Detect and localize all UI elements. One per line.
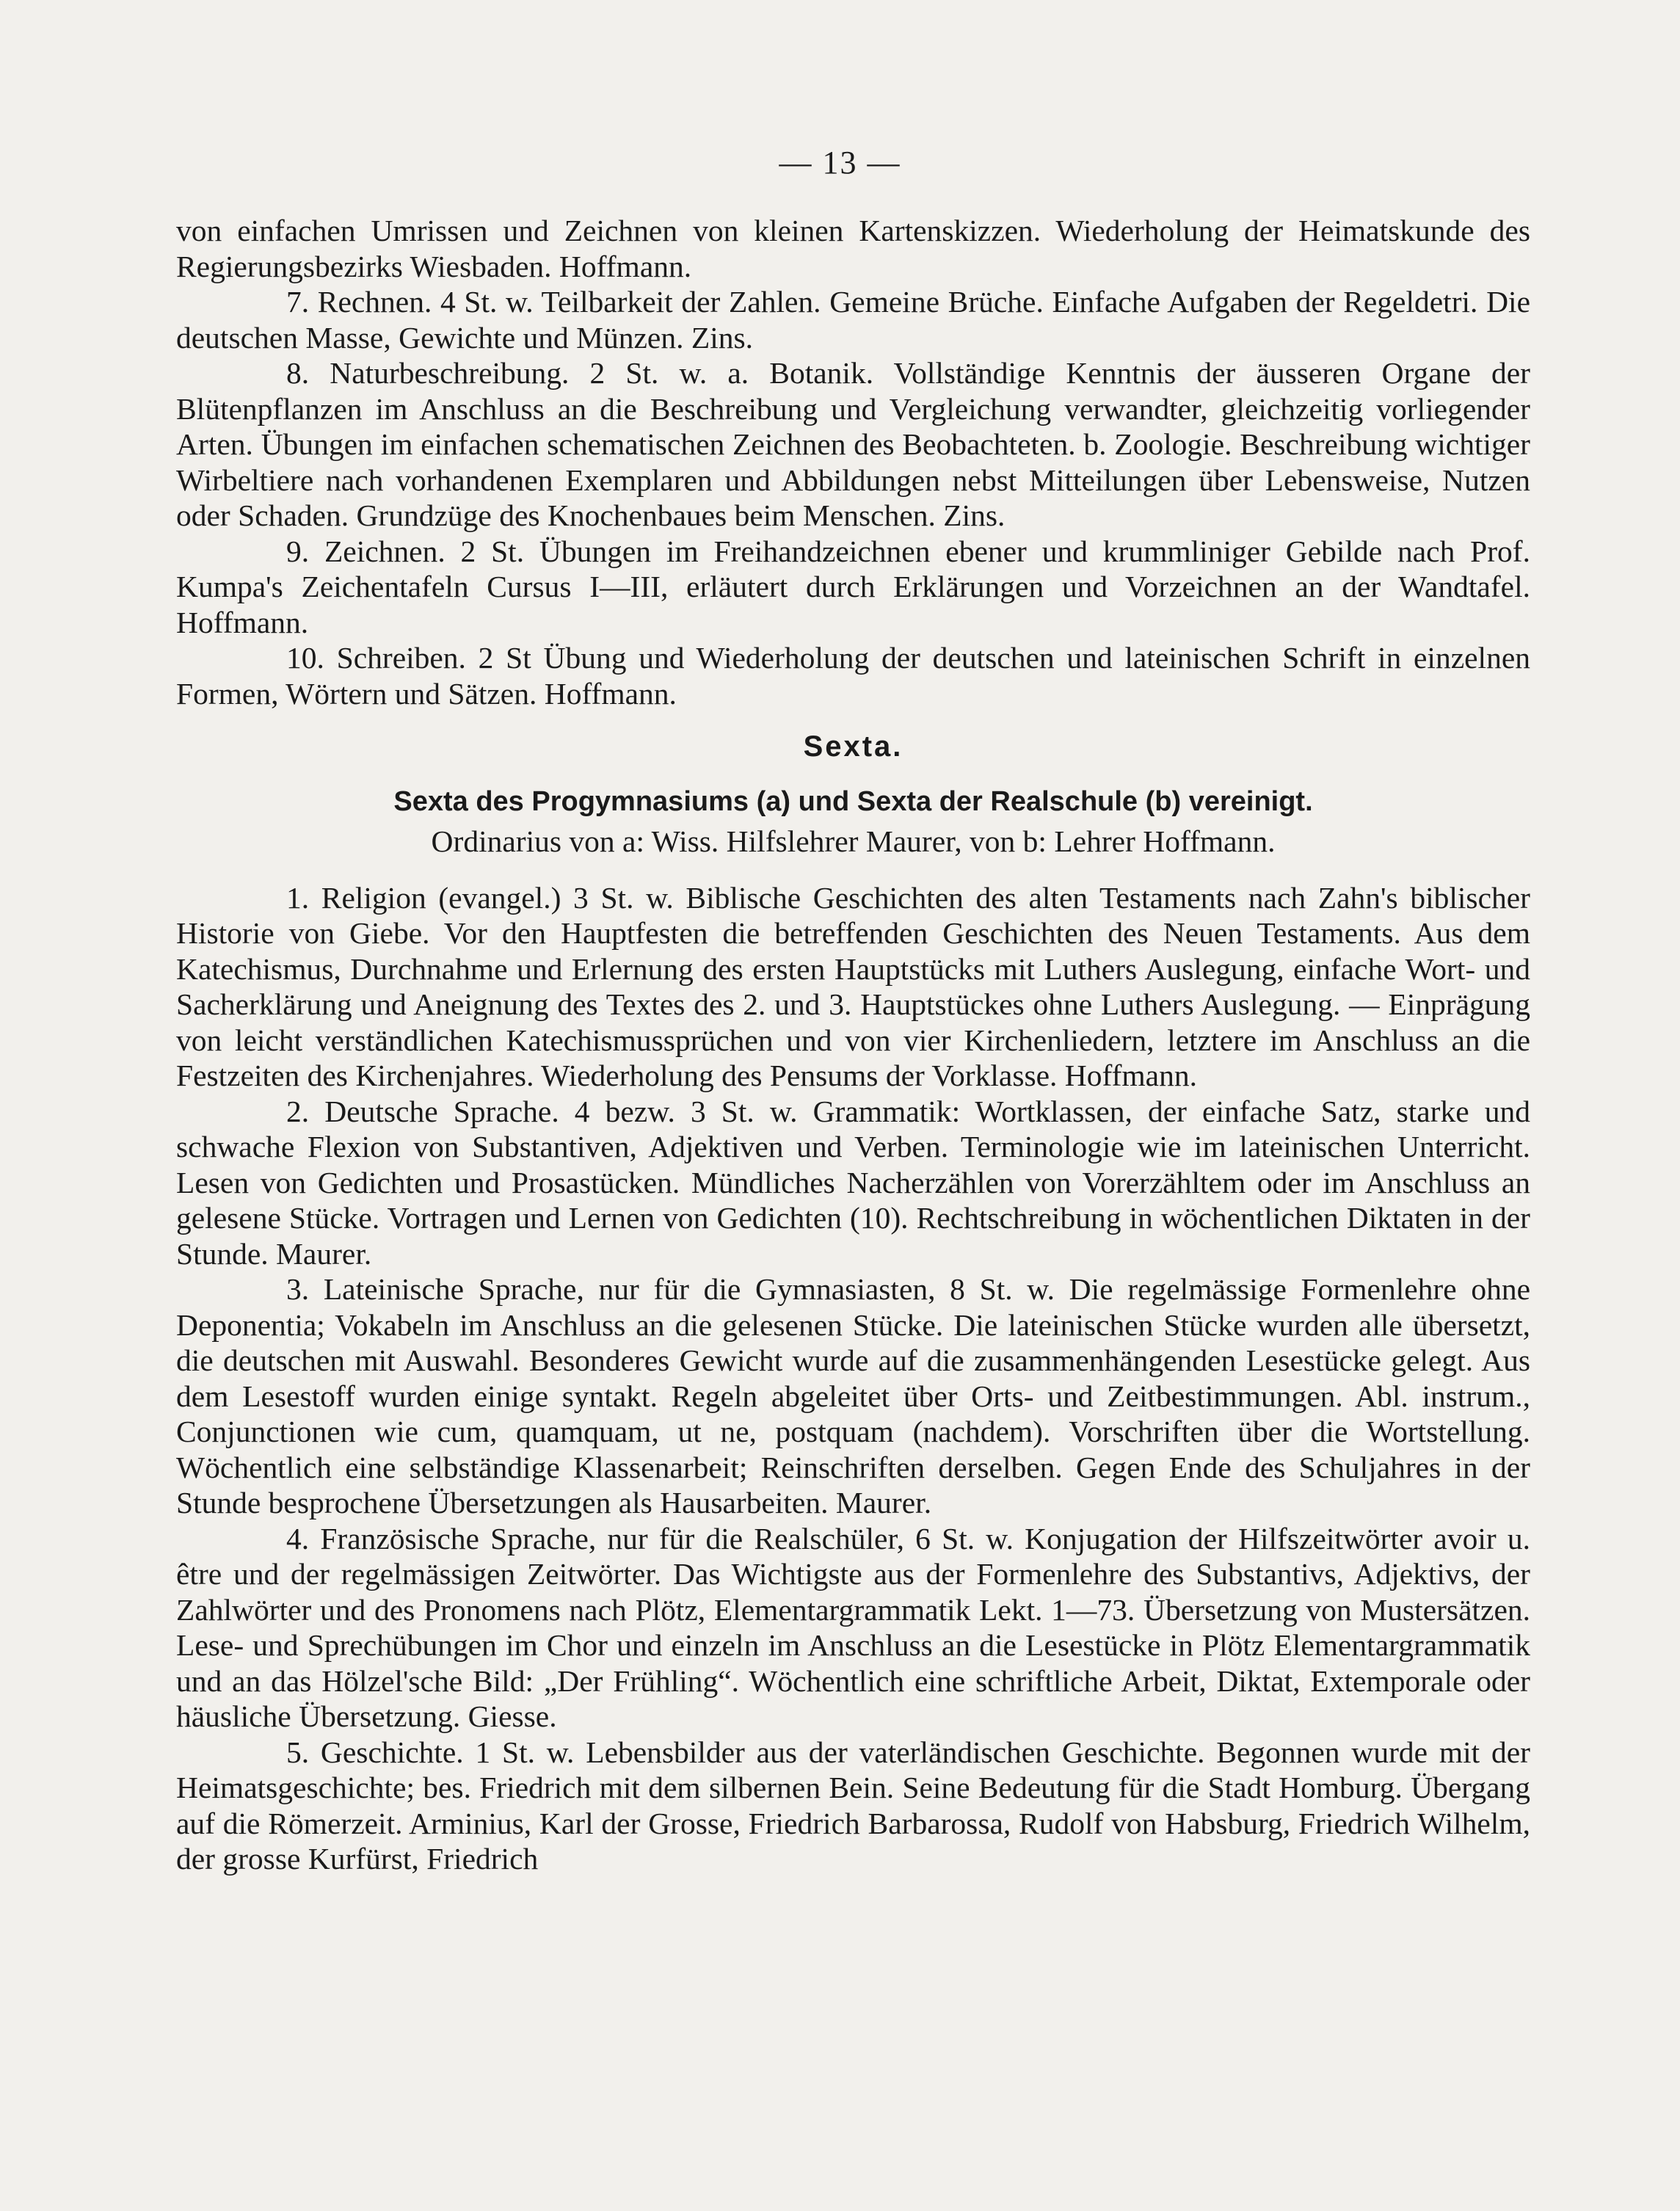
- paragraph-intro: von einfachen Umrissen und Zeichnen von kleinen Kartenskizzen. Wiederholung der Heimatskunde des Regierungsbezirks Wiesbaden. Hoffmann.: [176, 214, 1530, 283]
- paragraph-religion: 1. Religion (evangel.) 3 St. w. Biblische Geschichten des alten Testaments nach Zahn's biblischer Historie von Giebe. Vor den Hauptfesten die betreffenden Geschichten des Neuen Testaments. Aus dem Katechismus, Durchnahme und Erlernung des ersten Hauptstücks mit Luthers Auslegung, einfache Wort- und Sacherklärung und Aneignung des Textes des 2. und 3. Hauptstückes ohne Luthers Auslegung. — Einprägung von leicht verständlichen Katechismussprüchen und von vier Kirchenliedern, letztere im Anschluss an die Festzeiten des Kirchenjahres. Wiederholung des Pensums der Vorklasse. Hoffmann.: [176, 880, 1530, 1092]
- paragraph-geschichte: 5. Geschichte. 1 St. w. Lebensbilder aus der vaterländischen Geschichte. Begonnen wurde mit der Heimatsgeschichte; bes. Friedrich mit dem silbernen Bein. Seine Bedeutung für die Stadt Homburg. Übergang auf die Römerzeit. Arminius, Karl der Grosse, Friedrich Barbarossa, Rudolf von Habsburg, Friedrich Wilhelm, der grosse Kurfürst, Friedrich: [176, 1735, 1530, 1876]
- paragraph-zeichnen: 9. Zeichnen. 2 St. Übungen im Freihandzeichnen ebener und krummliniger Gebilde nach Prof. Kumpa's Zeichentafeln Cursus I—III, erläutert durch Erklärungen und Vorzeichnen an der Wandtafel. Hoffmann.: [176, 534, 1530, 639]
- body-text: [176, 213, 1530, 1877]
- paragraph-franzoesische-sprache: 4. Französische Sprache, nur für die Realschüler, 6 St. w. Konjugation der Hilfszeitwörter avoir u. être und der regelmässigen Zeitwörter. Das Wichtigste aus der Formenlehre des Substantivs, Adjektivs, der Zahlwörter und des Pronomens nach Plötz, Elementargrammatik Lekt. 1—73. Übersetzung von Mustersätzen. Lese- und Sprechübungen im Chor und einzeln im Anschluss an die Lesestücke in Plötz Elementargrammatik und an das Hölzel'sche Bild: „Der Frühling“. Wöchentlich eine schriftliche Arbeit, Diktat, Extemporale oder häusliche Übersetzung. Giesse.: [176, 1521, 1530, 1733]
- paragraph-deutsche-sprache: 2. Deutsche Sprache. 4 bezw. 3 St. w. Grammatik: Wortklassen, der einfache Satz, starke und schwache Flexion von Substantiven, Adjektiven und Verben. Terminologie wie im lateinischen Unterricht. Lesen von Gedichten und Prosastücken. Mündliches Nacherzählen von Vorerzähltem oder im Anschluss an gelesene Stücke. Vortragen und Lernen von Gedichten (10). Rechtschreibung in wöchentlichen Diktaten in der Stunde. Maurer.: [176, 1094, 1530, 1271]
- section-heading-sexta: Sexta.: [803, 730, 903, 763]
- paragraph-lateinische-sprache: 3. Lateinische Sprache, nur für die Gymnasiasten, 8 St. w. Die regelmässige Formenlehre ohne Deponentia; Vokabeln im Anschluss an die gelesenen Stücke. Die lateinischen Stücke wurden alle übersetzt, die deutschen mit Auswahl. Besonderes Gewicht wurde auf die zusammenhängenden Lesestücke gelegt. Aus dem Lesestoff wurden einige syntakt. Regeln abgeleitet über Orts- und Zeitbestimmungen. Abl. instrum., Conjunctionen wie cum, quamquam, ut ne, postquam (nachdem). Vorschriften über die Wortstellung. Wöchentlich eine selbständige Klassenarbeit; Reinschriften derselben. Gegen Ende des Schuljahres in der Stunde besprochene Übersetzungen als Hausarbeiten. Maurer.: [176, 1272, 1530, 1520]
- page-number: — 13 —: [779, 145, 901, 181]
- paragraph-naturbeschreibung: 8. Naturbeschreibung. 2 St. w. a. Botanik. Vollständige Kenntnis der äusseren Organe der Blütenpflanzen im Anschluss an die Beschreibung und Vergleichung verwandter, gleichzeitig vorliegender Arten. Übungen im einfachen schematischen Zeichnen des Beobachteten. b. Zoologie. Beschreibung wichtiger Wirbeltiere nach vorhandenen Exemplaren und Abbildungen nebst Mitteilungen über Lebensweise, Nutzen oder Schaden. Grundzüge des Knochenbaues beim Menschen. Zins.: [176, 356, 1530, 532]
- paragraph-rechnen: 7. Rechnen. 4 St. w. Teilbarkeit der Zahlen. Gemeine Brüche. Einfache Aufgaben der Regeldetri. Die deutschen Masse, Gewichte und Münzen. Zins.: [176, 285, 1530, 355]
- ordinarius-line: Ordinarius von a: Wiss. Hilfslehrer Maurer, von b: Lehrer Hoffmann.: [431, 824, 1276, 858]
- paragraph-schreiben: 10. Schreiben. 2 St Übung und Wiederholung der deutschen und lateinischen Schrift in einzelnen Formen, Wörtern und Sätzen. Hoffmann.: [176, 641, 1530, 711]
- section-subheading: Sexta des Progymnasiums (a) und Sexta der Realschule (b) vereinigt.: [393, 785, 1313, 817]
